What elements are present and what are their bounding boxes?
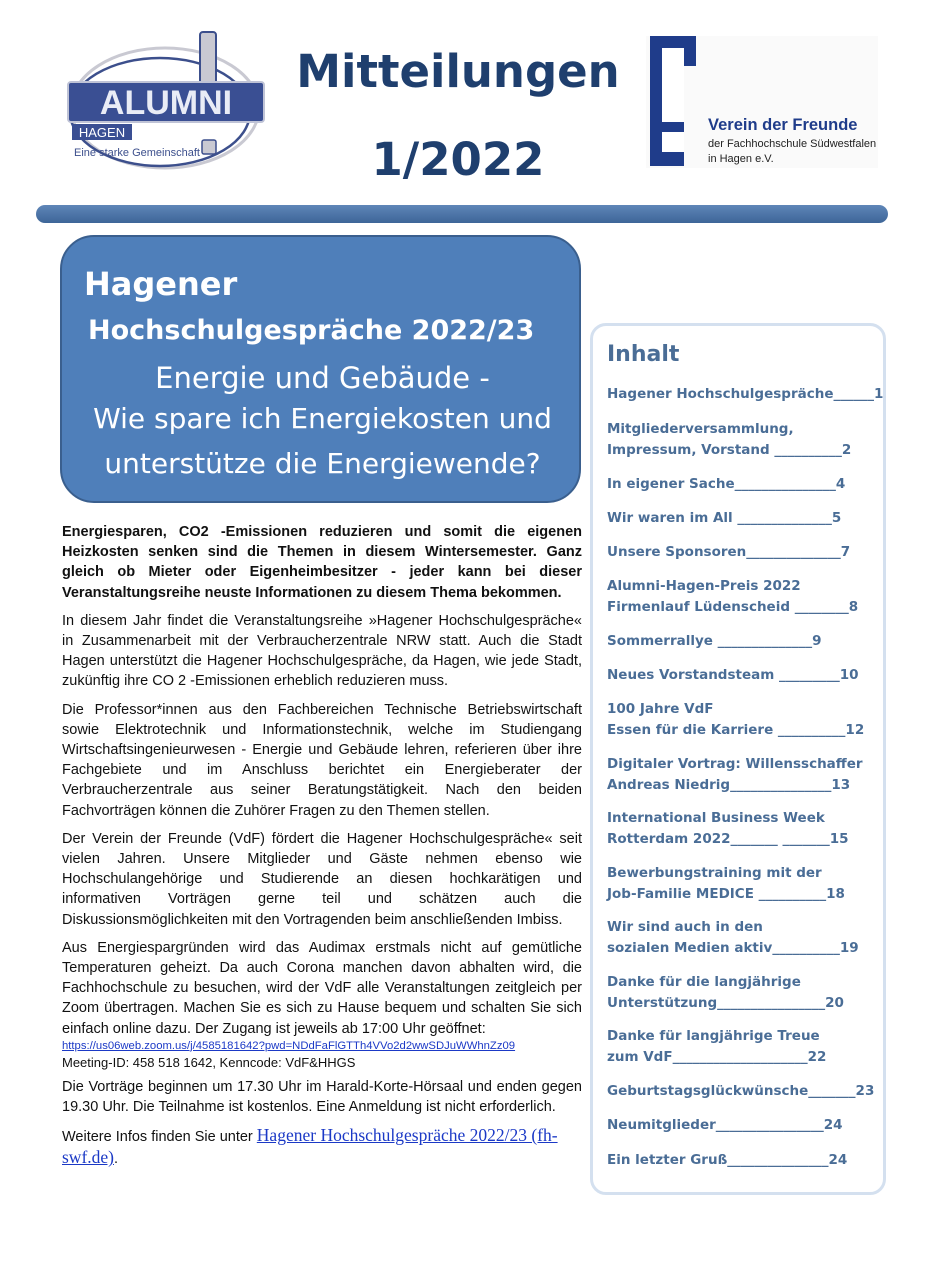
title-line-2: 1/2022 xyxy=(371,133,545,186)
toc-entry-line: Unsere Sponsoren______________7 xyxy=(607,544,851,560)
article-lead: Energiesparen, CO2 -Emissionen reduzieren und somit die eigenen Heizkosten senken sind die Themen in diesem Wintersemester. Ganz gleich ob Mieter oder Eigenheimbesitzer - jeder kann bei dieser Veranstaltungsreihe neuste Informationen zu diesem Thema bekommen. xyxy=(62,524,582,601)
header-divider xyxy=(36,205,888,223)
toc-entry-line: 100 Jahre VdF xyxy=(607,701,714,717)
toc-entry-line: Wir waren im All ______________5 xyxy=(607,510,842,526)
toc-entry[interactable] xyxy=(607,542,877,563)
toc-entry[interactable] xyxy=(607,1081,877,1102)
toc-entry-line: Geburtstagsglückwünsche_______23 xyxy=(607,1083,875,1099)
toc-title: Inhalt xyxy=(607,342,680,367)
alumni-logo-slogan: Eine starke Gemeinschaft xyxy=(74,147,200,159)
toc-entry-line: Impressum, Vorstand __________2 xyxy=(607,441,852,458)
toc-entry-line: zum VdF____________________22 xyxy=(607,1048,827,1065)
vdf-logo xyxy=(646,36,878,168)
more-info-prefix: Weitere Infos finden Sie unter xyxy=(62,1129,257,1146)
toc-entry-line: Rotterdam 2022_______ _______15 xyxy=(607,830,849,847)
vdf-logo-subtitle-1: der Fachhochschule Südwestfalen xyxy=(708,138,877,150)
toc-entry-line: Neumitglieder________________24 xyxy=(607,1117,843,1133)
alumni-logo-name: ALUMNI xyxy=(99,84,233,122)
toc-entry[interactable] xyxy=(607,917,877,958)
vdf-logo-subtitle-2: in Hagen e.V. xyxy=(708,153,774,165)
toc-entry[interactable] xyxy=(607,754,877,795)
toc-entry[interactable] xyxy=(607,1115,877,1136)
headline-box xyxy=(60,235,581,503)
vdf-logo-name: Verein der Freunde xyxy=(708,116,858,134)
toc-entry-line: Mitgliederversammlung, xyxy=(607,421,794,437)
newsletter-title xyxy=(290,40,626,192)
toc-entry-line: Essen für die Karriere __________12 xyxy=(607,721,865,738)
toc-entry-line: Andreas Niedrig_______________13 xyxy=(607,776,851,793)
toc-entry[interactable] xyxy=(607,699,877,740)
toc-entry-line: Sommerrallye ______________9 xyxy=(607,633,822,649)
toc-entry-line: Danke für die langjährige xyxy=(607,974,801,990)
toc-entry[interactable] xyxy=(607,419,877,460)
toc-entry[interactable] xyxy=(607,474,877,495)
toc-entry-line: Job-Familie MEDICE __________18 xyxy=(607,885,845,902)
toc-entry[interactable] xyxy=(607,863,877,904)
alumni-hagen-logo xyxy=(62,30,272,176)
toc-entry[interactable] xyxy=(607,1026,877,1067)
article-paragraph-5: Die Vorträge beginnen um 17.30 Uhr im Harald-Korte-Hörsaal und enden gegen 19.30 Uhr. Die Teilnahme ist kostenlos. Eine Anmeldung ist nicht erforderlich. xyxy=(62,1078,582,1116)
headline-line-5: unterstütze die Energiewende? xyxy=(104,447,541,480)
toc-entry[interactable] xyxy=(607,384,884,405)
toc-entry[interactable] xyxy=(607,808,877,849)
exclamation-mark-icon xyxy=(650,36,696,166)
toc-entry-line: Danke für langjährige Treue xyxy=(607,1028,820,1044)
toc-entry-line: Ein letzter Gruß_______________24 xyxy=(607,1152,848,1168)
toc-entry-line: Digitaler Vortrag: Willensschaffer xyxy=(607,756,863,772)
toc-entry[interactable] xyxy=(607,508,877,529)
zoom-link[interactable]: https://us06web.zoom.us/j/4585181642?pwd=NDdFaFlGTTh4VVo2d2wwSDJuWWhnZz09 xyxy=(62,1039,516,1052)
meeting-info: Meeting-ID: 458 518 1642, Kenncode: VdF&HHGS xyxy=(62,1054,356,1070)
headline-line-2: Hochschulgespräche 2022/23 xyxy=(88,315,535,346)
alumni-logo-place: HAGEN xyxy=(78,125,126,140)
toc-entry-line: Alumni-Hagen-Preis 2022 xyxy=(607,578,801,594)
toc-entry-line: sozialen Medien aktiv__________19 xyxy=(607,939,859,956)
headline-line-1: Hagener xyxy=(84,265,238,303)
article-paragraph-1: In diesem Jahr findet die Veranstaltungsreihe »Hagener Hochschulgespräche« in Zusammenarbeit mit der Verbraucherzentrale NRW statt. Auch die Stadt Hagen unterstützt die Hagener Hochschulgespräche, da Hagen, wie jede Stadt, zukünftig ihre CO 2 -Emissionen erheblich reduzieren muss. xyxy=(62,612,582,690)
headline-line-4: Wie spare ich Energiekosten und xyxy=(93,402,552,435)
toc-entry[interactable] xyxy=(607,576,877,617)
toc-entry-line: Firmenlauf Lüdenscheid ________8 xyxy=(607,598,859,615)
article-paragraph-2: Die Professor*innen aus den Fachbereichen Technische Betriebswirtschaft sowie Elektrotechnik und Informationstechnik, welche im Studiengang Wirtschaftsingenieurwesen - Energie und Gebäude lehren, referieren über ihre Fachgebiete und im Anschluss berichtet ein Energieberater der Verbraucherzentrale aus seiner Beratungstätigkeit. Nach den beiden Fachvorträgen können die Zuhörer Fragen zu den Themen stellen. xyxy=(62,701,582,819)
toc-entry-line: Wir sind auch in den xyxy=(607,919,763,935)
more-info-suffix: . xyxy=(114,1151,119,1168)
article-paragraph-4-text: Aus Energiespargründen wird das Audimax erstmals nicht auf gemütliche Temperaturen geheizt. Da auch Corona manchen davon abhalten wird, die Fachhochschule zu besuchen, wird der VdF alle Veranstaltungen zeitgleich per Zoom übertragen. Machen Sie es sich zu Hause bequem und schalten Sie sich einfach online dazu. Der Zugang ist jeweils ab 17:00 Uhr geöffnet: xyxy=(62,939,582,1037)
article-body xyxy=(62,522,582,1178)
table-of-contents xyxy=(590,323,886,1195)
title-line-1: Mitteilungen xyxy=(296,45,620,98)
article-more-info xyxy=(62,1125,582,1169)
headline-line-3: Energie und Gebäude - xyxy=(155,361,490,395)
more-info-link[interactable]: Hagener Hochschulgespräche 2022/23 (fh-swf.de) xyxy=(62,1125,558,1168)
toc-entry-line: Hagener Hochschulgespräche______1 xyxy=(607,386,884,402)
article-paragraph-3: Der Verein der Freunde (VdF) fördert die Hagener Hochschulgespräche« seit vielen Jahren. Unsere Mitglieder und Gäste nehmen ebenso wie Hochschulangehörige und Studierende an diesen hochkarätigen und informativen Vorträgen gerne teil und schätzen auch die Diskussionsmöglichkeiten mit den Vortragenden beim anschließenden Imbiss. xyxy=(62,830,582,928)
toc-entry[interactable] xyxy=(607,972,877,1013)
toc-entry-line: Unterstützung________________20 xyxy=(607,994,844,1011)
toc-entry[interactable] xyxy=(607,1150,877,1171)
toc-entry-line: Bewerbungstraining mit der xyxy=(607,865,822,881)
toc-entry-line: Neues Vorstandsteam _________10 xyxy=(607,667,859,683)
article-paragraph-4 xyxy=(62,938,582,1071)
toc-entry-line: In eigener Sache_______________4 xyxy=(607,476,846,492)
toc-entry-line: International Business Week xyxy=(607,810,825,826)
toc-entry[interactable] xyxy=(607,665,877,686)
toc-entry[interactable] xyxy=(607,631,877,652)
